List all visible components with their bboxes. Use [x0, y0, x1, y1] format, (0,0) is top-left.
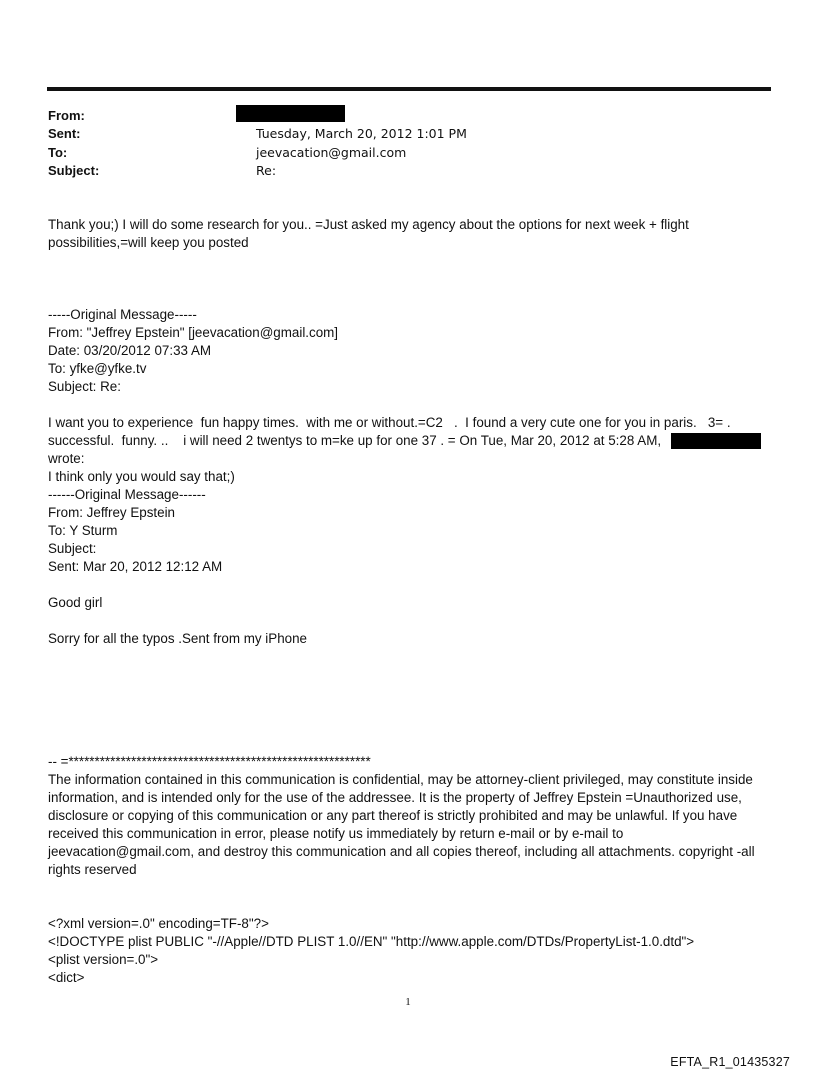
header-rule [47, 87, 771, 91]
original-from-2: From: Jeffrey Epstein [48, 505, 176, 520]
to-label: To: [48, 145, 68, 160]
sent-value: Tuesday, March 20, 2012 1:01 PM [256, 126, 467, 141]
stars-separator: -- =********************************************************** [48, 754, 371, 769]
original-to: To: yfke@yfke.tv [48, 361, 147, 376]
message-line-3: wrote: [48, 451, 85, 466]
xml-line-4: <dict> [48, 970, 85, 985]
message-line-1: I want you to experience fun happy times. with me or without.=C2 . I found a very cute one for you in paris. 3= . [48, 415, 731, 430]
redaction-from [236, 105, 345, 122]
original-subject: Subject: Re: [48, 379, 121, 394]
message-line-4: I think only you would say that;) [48, 469, 235, 484]
to-value: jeevacation@gmail.com [256, 145, 407, 160]
typos-line: Sorry for all the typos .Sent from my iPhone [48, 631, 307, 646]
xml-line-3: <plist version=.0"> [48, 952, 159, 967]
original-to-2: To: Y Sturm [48, 523, 118, 538]
reply-line-2: possibilities,=will keep you posted [48, 235, 249, 250]
reply-line-1: Thank you;) I will do some research for you.. =Just asked my agency about the options for next week + flight [48, 217, 689, 232]
xml-line-2: <!DOCTYPE plist PUBLIC "-//Apple//DTD PLIST 1.0//EN" "http://www.apple.com/DTDs/PropertyList-1.0.dtd"> [48, 934, 695, 949]
subject-value: Re: [256, 163, 277, 178]
original-message-divider: -----Original Message----- [48, 307, 197, 322]
sent-label: Sent: [48, 126, 81, 141]
subject-label: Subject: [48, 163, 100, 178]
original-subject-2: Subject: [48, 541, 97, 556]
redaction-sender [671, 433, 761, 449]
bates-number: EFTA_R1_01435327 [670, 1055, 790, 1069]
original-sent-2: Sent: Mar 20, 2012 12:12 AM [48, 559, 223, 574]
message-line-2: successful. funny. .. i will need 2 twentys to m=ke up for one 37 . = On Tue, Mar 20, 2012 at 5:28 AM, [48, 433, 662, 448]
xml-line-1: <?xml version=.0" encoding=TF-8"?> [48, 916, 269, 931]
original-date: Date: 03/20/2012 07:33 AM [48, 343, 212, 358]
page-number: 1 [405, 996, 411, 1008]
from-label: From: [48, 108, 85, 123]
original-message-divider-2: ------Original Message------ [48, 487, 206, 502]
original-from: From: "Jeffrey Epstein" [jeevacation@gmail.com] [48, 325, 339, 340]
disclaimer-paragraph: The information contained in this communication is confidential, may be attorney-client privileged, may constitute inside information, and is intended only for the use of the addressee. It is the property of Jeffrey Epstein =Unauthorized use, disclosure or copying of this communication or any part thereof is strictly prohibited and may be unlawful. If you have received this communication in error, please notify us immediately by return e-mail or by e-mail to jeevacation@gmail.com, and destroy this communication and all copies thereof, including all attachments. copyright -all rights reserved [48, 772, 755, 877]
good-girl-line: Good girl [48, 595, 103, 610]
